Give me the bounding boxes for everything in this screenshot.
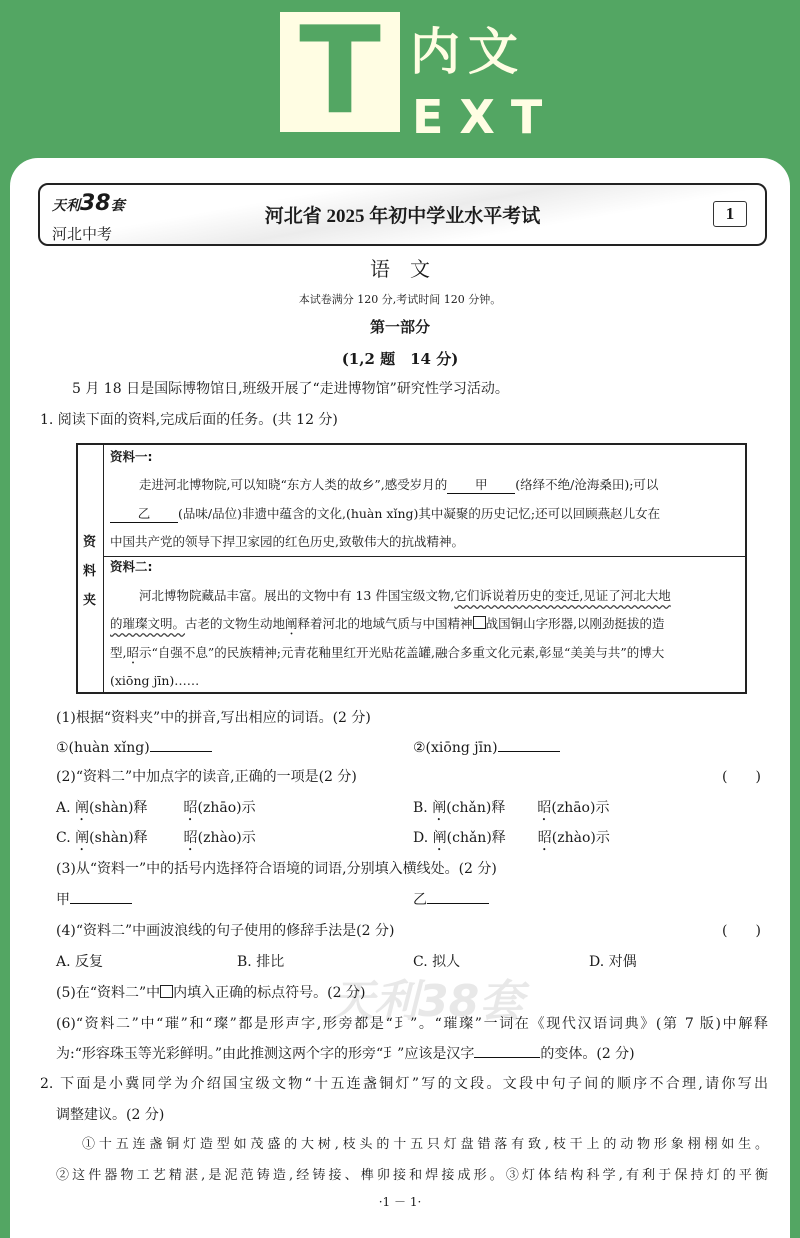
- answer-paren[interactable]: ( ): [722, 769, 761, 785]
- sub4: (4)“资料二”中画波浪线的句子使用的修辞手法是(2 分): [56, 923, 395, 939]
- sub3-yi: 乙: [413, 890, 489, 910]
- answer-paren[interactable]: ( ): [722, 923, 761, 939]
- exam-title: 河北省 2025 年初中学业水平考试: [264, 206, 541, 227]
- divider: [104, 556, 745, 557]
- sub2: (2)“资料二”中加点字的读音,正确的一项是(2 分): [56, 769, 357, 785]
- sub3-jia: 甲: [56, 890, 132, 910]
- sub1-a: ①(huàn xǐng): [56, 738, 212, 758]
- exam-header: [38, 183, 767, 246]
- part-title: 第一部分: [369, 318, 430, 336]
- watermark: 天利38套: [330, 976, 524, 1027]
- banner-letter: T: [299, 2, 381, 141]
- answer-blank[interactable]: [70, 903, 132, 904]
- exam-number: 1: [713, 201, 747, 227]
- option-d[interactable]: D. 阐(chǎn)释 昭(zhào)示: [413, 830, 610, 846]
- option-b[interactable]: B. 排比: [237, 954, 285, 970]
- answer-blank[interactable]: [498, 751, 560, 752]
- option-b[interactable]: B. 阐(chǎn)释 昭(zhāo)示: [413, 800, 610, 816]
- option-a[interactable]: A. 反复: [56, 954, 104, 970]
- material2-line: (xiōng jīn)……: [110, 673, 200, 688]
- option-d[interactable]: D. 对偶: [589, 954, 637, 970]
- part-subtitle: (1,2 题 14 分): [341, 350, 459, 368]
- option-a[interactable]: A. 阐(shàn)释 昭(zhāo)示: [56, 800, 256, 816]
- sub6-cont: 为:“形容珠玉等光彩鲜明。”由此推测这两个字的形旁“⺩”应该是汉字 的变体。(2 分): [56, 1046, 635, 1062]
- exam-note: 本试卷满分 120 分,考试时间 120 分钟。: [298, 293, 502, 306]
- q2-passage: ②这件器物工艺精湛,是泥范铸造,经铸接、榫卯接和焊接成形。③灯体结构科学,有利于保持灯的平衡: [56, 1168, 768, 1183]
- sub1-b: ②(xiōng jīn): [413, 738, 560, 758]
- folder-label: 资 料 夹: [78, 445, 104, 692]
- sub1: (1)根据“资料夹”中的拼音,写出相应的词语。(2 分): [56, 710, 371, 726]
- region-label: 河北中考: [52, 225, 113, 243]
- material1-line: 中国共产党的领导下捍卫家园的红色历史,致敬伟大的抗战精神。: [110, 534, 464, 549]
- banner-en: EXT: [412, 90, 559, 144]
- material2-label: 资料二:: [110, 559, 153, 574]
- material2-line: 河北博物院藏品丰富。展出的文物中有 13 件国宝级文物,它们诉说着历史的变迁,见证了河北大地: [139, 588, 671, 603]
- material1-label: 资料一:: [110, 449, 153, 464]
- q1-stem: 1. 阅读下面的资料,完成后面的任务。(共 12 分): [40, 412, 338, 428]
- option-c[interactable]: C. 拟人: [413, 954, 461, 970]
- sub3: (3)从“资料一”中的括号内选择符合语境的词语,分别填入横线处。(2 分): [56, 861, 497, 877]
- answer-blank[interactable]: [150, 751, 212, 752]
- subject-title: 语 文: [370, 257, 430, 281]
- brand-logo: 天利38套: [52, 191, 125, 216]
- q2-stem-cont: 调整建议。(2 分): [56, 1107, 165, 1123]
- intro: 5 月 18 日是国际博物馆日,班级开展了“走进博物馆”研究性学习活动。: [72, 381, 509, 397]
- answer-blank[interactable]: [474, 1057, 540, 1058]
- q2-stem: 2. 下面是小冀同学为介绍国宝级文物“十五连盏铜灯”写的文段。文段中句子间的顺序不合理,请你写出: [40, 1076, 768, 1092]
- q2-passage: ①十五连盏铜灯造型如茂盛的大树,枝头的十五只灯盘错落有致,枝干上的动物形象栩栩如生。: [82, 1137, 768, 1152]
- option-c[interactable]: C. 阐(shàn)释 昭(zhào)示: [56, 830, 256, 846]
- material1-line: 走进河北博物院,可以知晓“东方人类的故乡”,感受岁月的 甲 (络绎不绝/沧海桑田);可以: [139, 477, 659, 492]
- material2-line: 型,昭示“自强不息”的民族精神;元青花釉里红开光贴花盖罐,融合多重文化元素,彰显“美美与共”的博大: [110, 645, 665, 660]
- banner-cn: 内文: [410, 23, 526, 81]
- punctuation-box: [473, 616, 486, 629]
- answer-blank[interactable]: [427, 903, 489, 904]
- banner-logo-box: [280, 2, 400, 141]
- material1-line: 乙 (品味/品位)非遗中蕴含的文化,(huàn xǐng)其中凝聚的历史记忆;还可以回顾燕赵儿女在: [110, 504, 660, 524]
- sub6: (6)“资料二”中“璀”和“璨”都是形声字,形旁都是“⺩”。“璀璨”一词在《现代汉语词典》(第 7 版)中解释: [56, 1016, 768, 1032]
- page-number: ·1 － 1·: [378, 1195, 422, 1209]
- sub5: (5)在“资料二”中 内填入正确的标点符号。(2 分): [56, 985, 366, 1001]
- material2-line: 的璀璨文明。古老的文物生动地阐释着河北的地域气质与中国精神 战国铜山字形器,以刚劲挺拔的造: [110, 616, 665, 631]
